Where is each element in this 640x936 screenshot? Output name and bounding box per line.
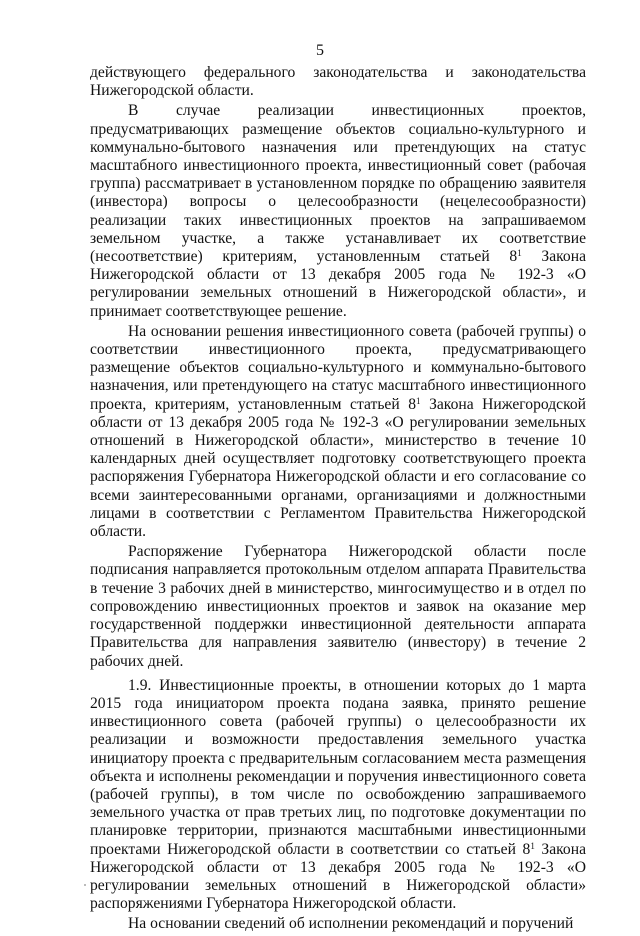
article-superscript: 1 [530, 840, 535, 851]
paragraph-2 [90, 102, 586, 320]
paragraph-5-text: 1.9. Инвестиционные проекты, в отношении которых до 1 марта 2015 года инициатором проекта подана заявка, принято решение инвестиционного совета (рабочей группы) о целесообразности их реализации и возможности предоставления земельного участка инициатору проекта с предварительным согласованием места размещения объекта и исполнены рекомендации и поручения инвестиционного совета (рабочей группы), в том числе по освобождению запрашиваемого земельного участка от прав третьих лиц, по подготовке документации по планировке территории, признаются масштабными инвестиционными проектами Нижегородской области в соответствии со статьей 8 [90, 676, 586, 858]
paragraph-3-text-cont: Закона Нижегородской области от 13 декабря 2005 года № 192-3 «О регулировании земельных отношений в Нижегородской области», министерство в течение 10 календарных дней осуществляет подготовку соответствующего проекта распоряжения Губернатора Нижегородской области и его согласование со всеми заинтересованными органами, организациями и должностными лицами в соответствии с Регламентом Правительства Нижегородской области. [90, 395, 586, 541]
document-body [90, 64, 586, 936]
scan-speck [84, 884, 86, 886]
article-superscript: 1 [517, 248, 522, 259]
paragraph-5 [90, 677, 586, 914]
paragraph-1-text: действующего федерального законодательства и законодательства Нижегородской области. [90, 64, 586, 100]
paragraph-4 [90, 543, 586, 670]
paragraph-3-text: На основании решения инвестиционного совета (рабочей группы) о соответствии инвестиционного проекта, предусматривающего размещение объектов социально-культурного и коммунально-бытового назначения, или претендующего на статус масштабного инвестиционного проекта, критериям, установленным статьей 8 [90, 322, 586, 413]
article-superscript: 1 [416, 395, 421, 406]
paragraph-6-text: На основании сведений об исполнении рекомендаций и поручений [128, 915, 574, 933]
paragraph-6 [90, 915, 586, 933]
paragraph-5-text-cont: Закона Нижегородской области от 13 декабря 2005 года № 192-3 «О регулировании земельных отношений в Нижегородской области» распоряжениями Губернатора Нижегородской области. [90, 840, 586, 913]
paragraph-1 [90, 64, 586, 100]
paragraph-4-text: Распоряжение Губернатора Нижегородской области после подписания направляется протокольным отделом аппарата Правительства в течение 3 рабочих дней в министерство, мингосимущество и в отдел по сопровождению инвестиционных проектов и заявок на оказание мер государственной поддержки инвестиционной деятельности аппарата Правительства для направления заявителю (инвестору) в течение 2 рабочих дней. [90, 543, 586, 670]
paragraph-2-text-cont: Закона Нижегородской области от 13 декабря 2005 года № 192-3 «О регулировании земельных отношений в Нижегородской области», и принимает соответствующее решение. [90, 248, 586, 320]
paragraph-2-text: В случае реализации инвестиционных проектов, предусматривающих размещение объектов социально-культурного и коммунально-бытового назначения или претендующих на статус масштабного инвестиционного проекта, инвестиционный совет (рабочая группа) рассматривает в установленном порядке по обращению заявителя (инвестора) вопросы о целесообразности (нецелесообразности) реализации таких инвестиционных проектов на запрашиваемом земельном участке, а также устанавливает их соответствие (несоответствие) критериям, установленным статьей 8 [90, 102, 586, 266]
page-number: 5 [316, 42, 324, 59]
paragraph-3 [90, 323, 586, 541]
